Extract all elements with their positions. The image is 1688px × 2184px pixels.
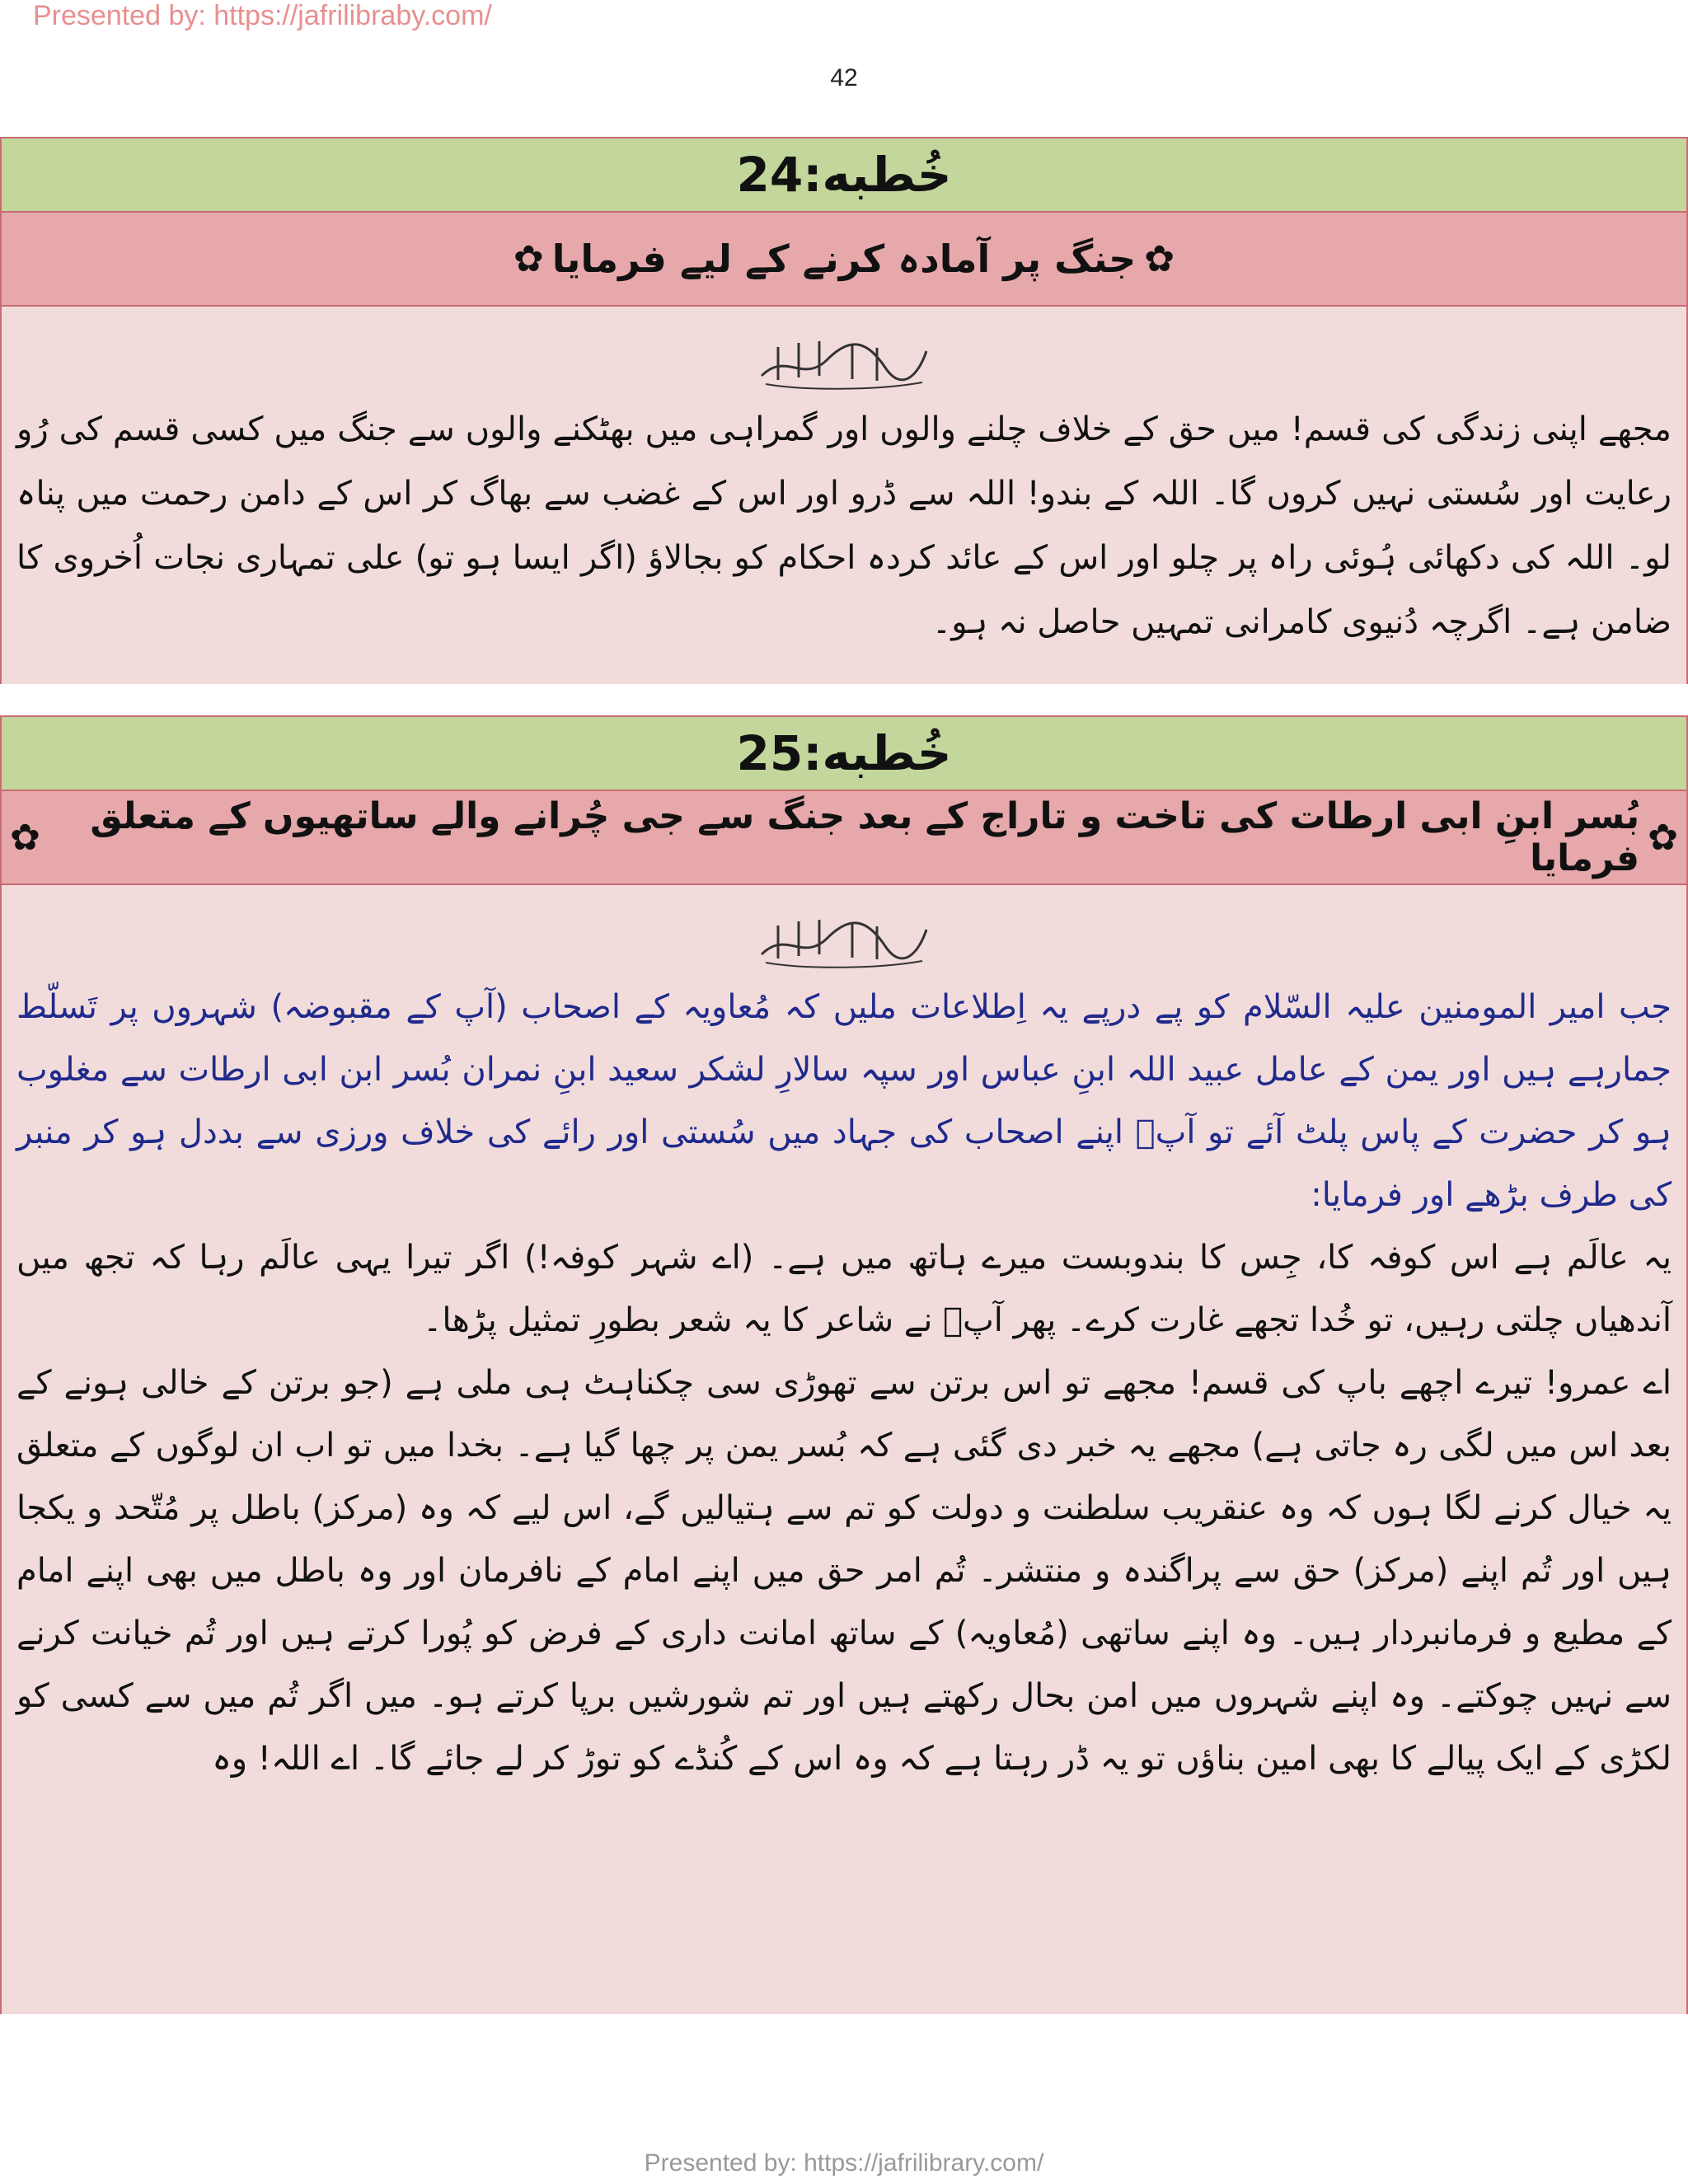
khutba-heading: خُطبه:25 [2,717,1686,791]
khutba-intro: جب امیر المومنین علیہ السّلام کو پے درپے یہ اِطلاعات ملیں کہ مُعاویہ کے اصحاب (آپ کے مقبوضہ) شہروں پر تَسلّط جمارہے ہیں اور یمن کے عامل عبید اللہ ابنِ عباس اور سپہ سالارِ لشکر سعید ابنِ نمران بُسر ابن ابی ارطات سے مغلوب ہو کر حضرت کے پاس پلٹ آئے تو آپؑ اپنے اصحاب کی جہاد میں سُستی اور رائے کی خلاف ورزی سے بددل ہو کر منبر کی طرف بڑھے اور فرمایا: [16,988,1672,1214]
khutba-subtitle-text: جنگ پر آمادہ کرنے کے لیے فرمایا [551,237,1137,281]
khutba-body [2,307,1686,684]
khutba-25-section [0,715,1688,2014]
page-number: 42 [830,64,858,91]
khutba-body [2,885,1686,2014]
flower-icon: ✿ [1144,237,1175,280]
khutba-heading: خُطبه:24 [2,138,1686,213]
khutba-subtitle-text: بُسر ابنِ ابی ارطات کی تاخت و تاراج کے بعد جنگ سے جی چُرانے والے ساتھیوں کے متعلق فرمایا [90,795,1640,879]
flower-icon: ✿ [10,816,40,859]
khutba-paragraph: مجھے اپنی زندگی کی قسم! میں حق کے خلاف چلنے والوں اور گمراہی میں بھٹکنے والوں سے جنگ میں کسی قسم کی رُو رعایت اور سُستی نہیں کروں گا۔ اللہ کے بندو! اللہ سے ڈرو اور اس کے غضب سے بھاگ کر اس کے دامن رحمت میں پناہ لو۔ اللہ کی دکھائی ہُوئی راہ پر چلو اور اس کے عائد کردہ احکام کو بجالاؤ (اگر ایسا ہو تو) علی تمہاری نجات اُخروی کا ضامن ہے۔ اگرچہ دُنیوی کامرانی تمہیں حاصل نہ ہو۔ [16,410,1672,641]
flower-icon: ✿ [513,237,544,280]
khutba-paragraph: یہ عالَم ہے اس کوفہ کا، جِس کا بندوبست میرے ہاتھ میں ہے۔ (اے شہر کوفہ!) اگر تیرا یہی عالَم رہا کہ تجھ میں آندھیاں چلتی رہیں، تو خُدا تجھے غارت کرے۔ پھر آپؑ نے شاعر کا یہ شعر بطورِ تمثیل پڑھا۔ [16,1239,1672,1339]
khutba-24-section [0,137,1688,684]
bismillah-calligraphy-icon [753,905,935,971]
khutba-subtitle [2,791,1686,885]
presented-by-header[interactable]: Presented by: https://jafrilibraby.com/ [33,0,492,31]
khutba-paragraph: اے عمرو! تیرے اچھے باپ کی قسم! مجھے تو اس برتن سے تھوڑی سی چکناہٹ ہی ملی ہے (جو برتن کے خالی ہونے کے بعد اس میں لگی رہ جاتی ہے) مجھے یہ خبر دی گئی ہے کہ بُسر یمن پر چھا گیا ہے۔ بخدا میں تو اب ان لوگوں کے متعلق یہ خیال کرنے لگا ہوں کہ وہ عنقریب سلطنت و دولت کو تم سے ہتیالیں گے، اس لیے کہ وہ (مرکز) باطل پر مُتّحد و یکجا ہیں اور تُم اپنے (مرکز) حق سے پراگندہ و منتشر۔ تُم امر حق میں اپنے امام کے نافرمان اور وہ باطل میں بھی اپنے امام کے مطیع و فرمانبردار ہیں۔ وہ اپنے ساتھی (مُعاویہ) کے ساتھ امانت داری کے فرض کو پُورا کرتے ہیں اور تُم خیانت کرنے سے نہیں چوکتے۔ وہ اپنے شہروں میں امن بحال رکھتے ہیں اور تم شورشیں برپا کرتے ہو۔ میں اگر تُم میں سے کسی کو لکڑی کے ایک پیالے کا بھی امین بناؤں تو یہ ڈر رہتا ہے کہ وہ اس کے کُنڈے کو توڑ کر لے جائے گا۔ اے اللہ! وہ [16,1364,1672,1778]
flower-icon: ✿ [1648,816,1678,859]
bismillah-calligraphy-icon [753,326,935,392]
presented-by-footer[interactable]: Presented by: https://jafrilibrary.com/ [644,2149,1044,2177]
khutba-subtitle [2,213,1686,307]
